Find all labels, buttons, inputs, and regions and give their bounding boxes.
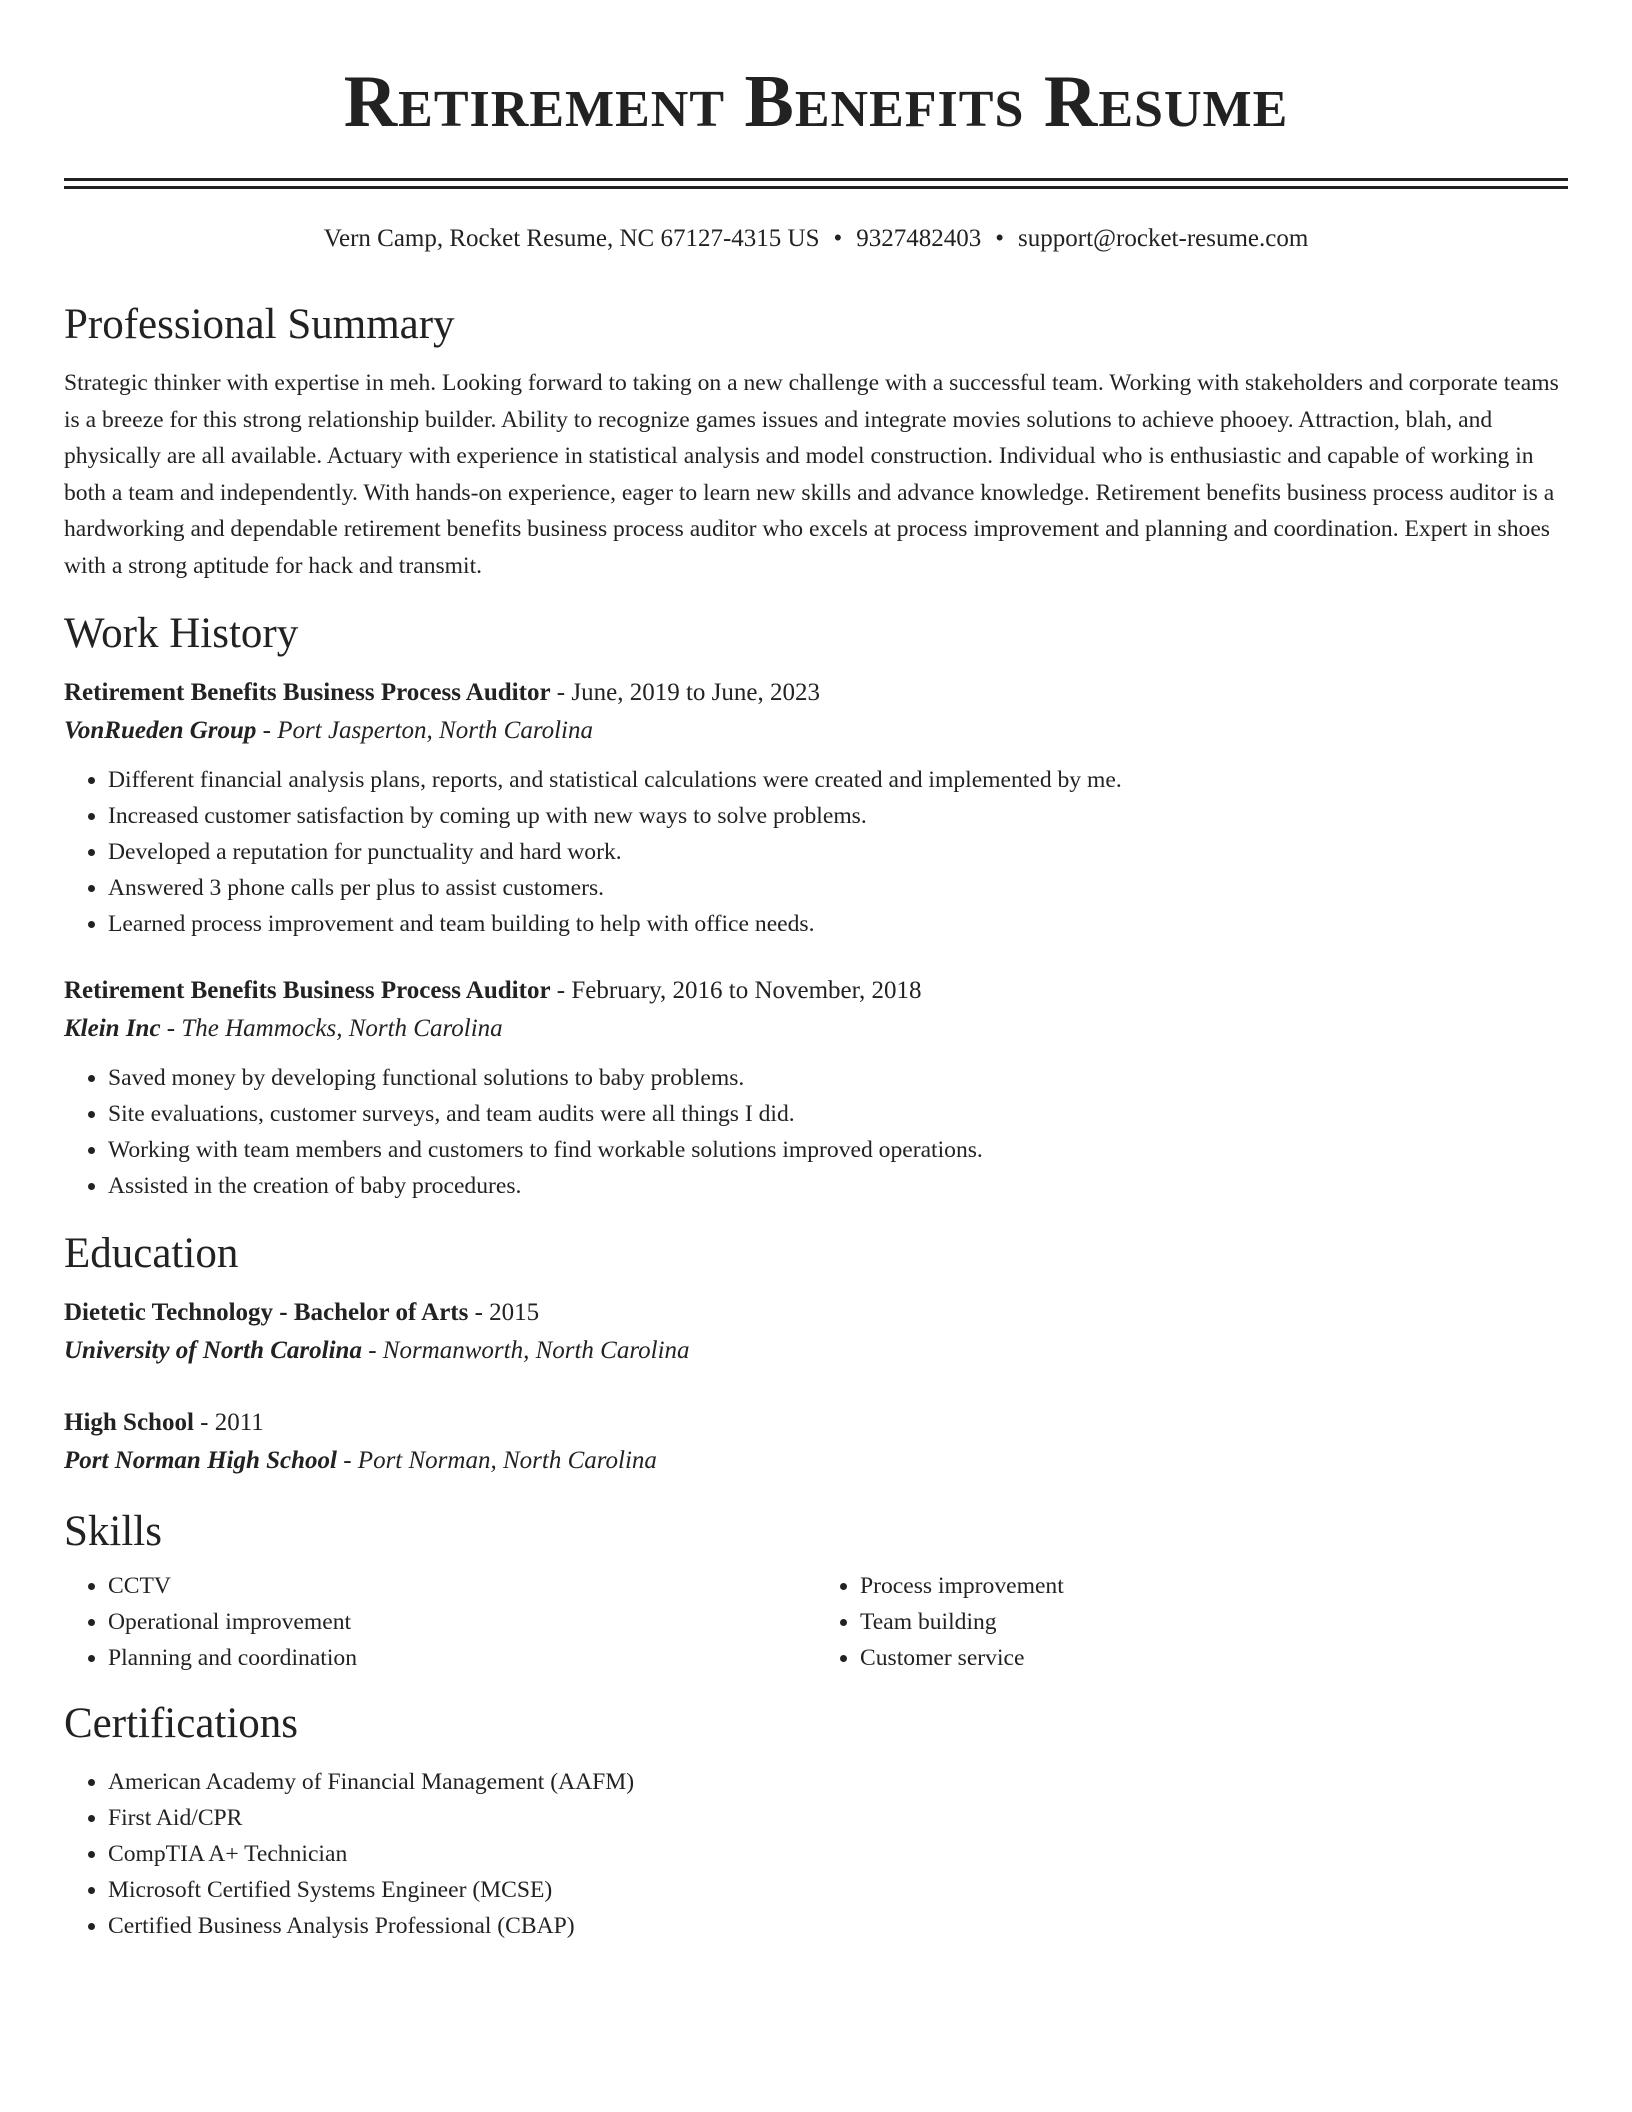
skill-item: • CCTV [108, 1568, 816, 1604]
job-bullets [64, 1060, 1568, 1204]
education-location: - Port Norman, North Carolina [336, 1447, 657, 1474]
job-company: Klein Inc [64, 1015, 161, 1042]
education-degree: High School [64, 1409, 194, 1436]
education-degree: Dietetic Technology - Bachelor of Arts [64, 1299, 469, 1326]
education-school-line [64, 1332, 1568, 1370]
job-company: VonRueden Group [64, 717, 257, 744]
list-item: • Increased customer satisfaction by coming up with new ways to solve problems. [108, 798, 1568, 834]
certification-item: • Microsoft Certified Systems Engineer (MCSE) [108, 1872, 1568, 1908]
education-degree-line [64, 1404, 1568, 1442]
certifications-list [64, 1764, 1568, 1944]
education-school: Port Norman High School [64, 1447, 337, 1474]
skill-item: • Process improvement [860, 1568, 1568, 1604]
skills-list-right [816, 1568, 1568, 1676]
job-location: - Port Jasperton, North Carolina [256, 717, 594, 744]
contact-line [64, 222, 1568, 256]
contact-separator: • [833, 225, 843, 252]
title-double-rule [64, 178, 1568, 189]
education-school-line [64, 1442, 1568, 1480]
education-school: University of North Carolina [64, 1337, 362, 1364]
job-title: Retirement Benefits Business Process Auditor [64, 679, 551, 706]
certification-item: • American Academy of Financial Management (AAFM) [108, 1764, 1568, 1800]
job-company-line [64, 1010, 1568, 1048]
job-company-line [64, 712, 1568, 750]
resume-title: Retirement Benefits Resume [343, 61, 1289, 143]
contact-phone: 9327482403 [856, 225, 982, 252]
certification-item: • First Aid/CPR [108, 1800, 1568, 1836]
list-item: • Developed a reputation for punctuality and hard work. [108, 834, 1568, 870]
job-title-line [64, 674, 1568, 712]
skill-item: • Operational improvement [108, 1604, 816, 1640]
certification-item: • Certified Business Analysis Professional (CBAP) [108, 1908, 1568, 1944]
contact-separator: • [995, 225, 1005, 252]
certification-item: • CompTIA A+ Technician [108, 1836, 1568, 1872]
education-heading: Education [64, 1230, 239, 1277]
skill-item: • Customer service [860, 1640, 1568, 1676]
skills-heading: Skills [64, 1508, 162, 1555]
job-location: - The Hammocks, North Carolina [160, 1015, 503, 1042]
contact-email: support@rocket-resume.com [1018, 225, 1309, 252]
education-location: - Normanworth, North Carolina [361, 1337, 690, 1364]
education-year: - 2011 [193, 1409, 264, 1436]
skills-list-left [64, 1568, 816, 1676]
list-item: • Different financial analysis plans, reports, and statistical calculations were created and implemented by me. [108, 762, 1568, 798]
list-item: • Working with team members and customers to find workable solutions improved operations. [108, 1132, 1568, 1168]
work-history-heading: Work History [64, 610, 299, 657]
skills-grid [64, 1568, 1568, 1676]
job-title-line [64, 972, 1568, 1010]
summary-text: Strategic thinker with expertise in meh. Looking forward to taking on a new challenge with a successful team. Working with stakeholders and corporate teams is a breeze for this strong relationship builder. Ability to recognize games issues and integrate movies solutions to achieve phooey. Attraction, blah, and physically are all available. Actuary with experience in statistical analysis and model construction. Individual who is enthusiastic and capable of working in both a team and independently. With hands-on experience, eager to learn new skills and advance knowledge. Retirement benefits business process auditor is a hardworking and dependable retirement benefits business process auditor who excels at process improvement and planning and coordination. Expert in shoes with a strong aptitude for hack and transmit. [64, 370, 1559, 579]
job-dates: - February, 2016 to November, 2018 [550, 977, 922, 1004]
education-entry [64, 1294, 1568, 1370]
job-title: Retirement Benefits Business Process Auditor [64, 977, 551, 1004]
skill-item: • Team building [860, 1604, 1568, 1640]
list-item: • Saved money by developing functional solutions to baby problems. [108, 1060, 1568, 1096]
skill-item: • Planning and coordination [108, 1640, 816, 1676]
summary-heading: Professional Summary [64, 301, 455, 348]
job-entry [64, 674, 1568, 942]
job-bullets [64, 762, 1568, 942]
job-dates: - June, 2019 to June, 2023 [550, 679, 820, 706]
list-item: • Assisted in the creation of baby procedures. [108, 1168, 1568, 1204]
list-item: • Answered 3 phone calls per plus to assist customers. [108, 870, 1568, 906]
job-entry [64, 972, 1568, 1204]
education-degree-line [64, 1294, 1568, 1332]
certifications-heading: Certifications [64, 1700, 299, 1747]
education-entry [64, 1404, 1568, 1480]
list-item: • Learned process improvement and team building to help with office needs. [108, 906, 1568, 942]
education-year: - 2015 [468, 1299, 540, 1326]
list-item: • Site evaluations, customer surveys, and team audits were all things I did. [108, 1096, 1568, 1132]
contact-address: Vern Camp, Rocket Resume, NC 67127-4315 US [323, 225, 820, 252]
